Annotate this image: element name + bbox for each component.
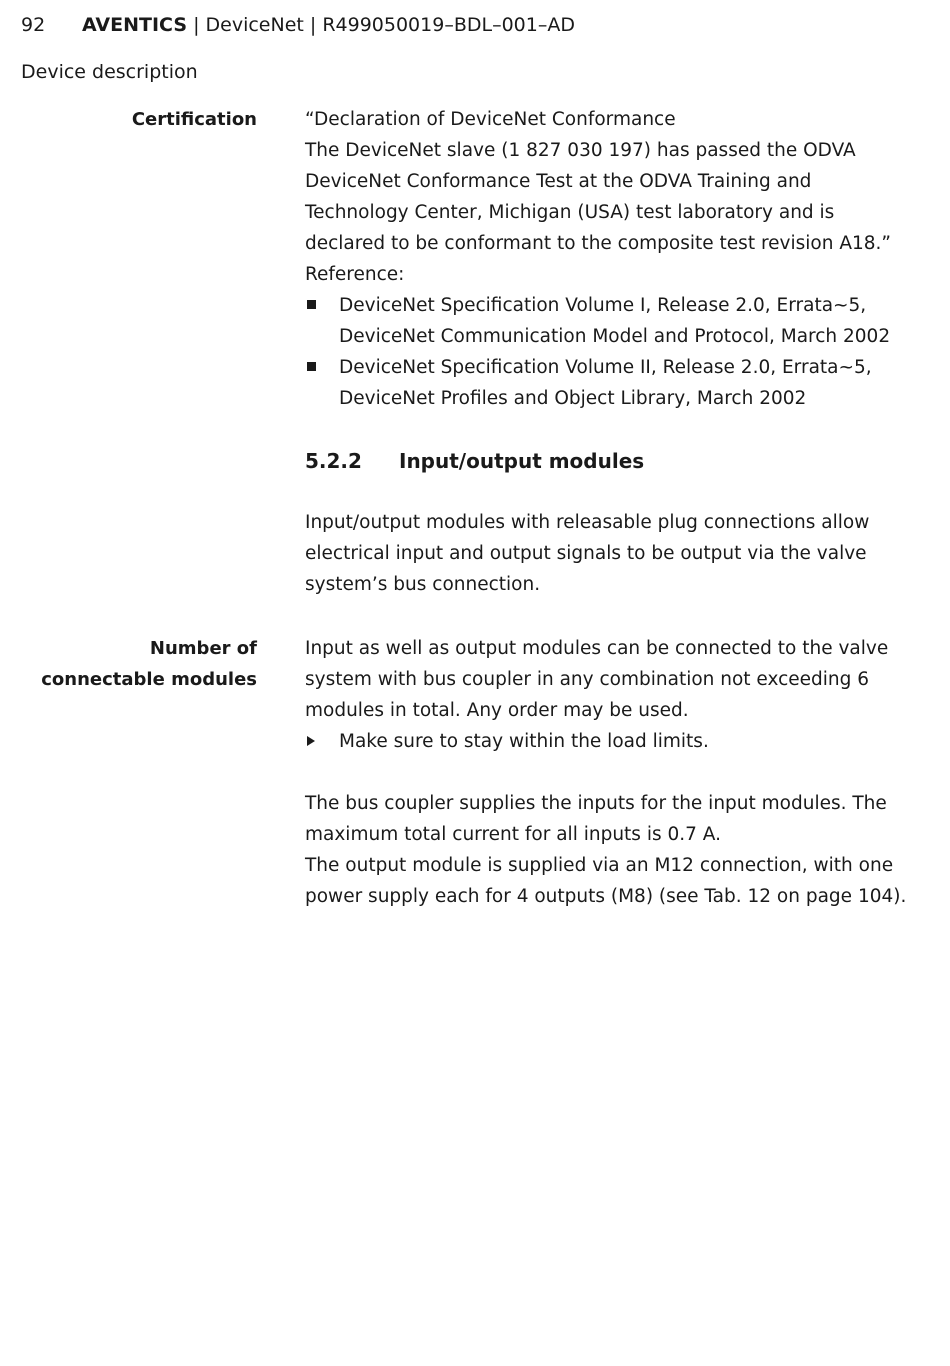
section-label: Device description [21, 61, 198, 83]
section-intro [305, 507, 915, 600]
square-bullet-icon [307, 362, 316, 371]
supply-paragraph: The bus coupler supplies the inputs for the input modules. The maximum total current for all inputs is 0.7 A. [305, 793, 887, 845]
section-heading [305, 446, 644, 476]
document-info: DeviceNet | R499050019–BDL–001–AD [205, 14, 575, 36]
instruction-text: Make sure to stay within the load limits. [339, 731, 709, 752]
brand-name: AVENTICS [82, 14, 188, 36]
page-number: 92 [21, 14, 46, 36]
triangle-bullet-icon [307, 736, 315, 746]
label-line: connectable modules [41, 669, 257, 690]
connectable-modules-label [41, 633, 257, 695]
list-item [305, 352, 915, 414]
label-line: Number of [149, 638, 257, 659]
reference-text: DeviceNet Specification Volume I, Release 2.0, Errata~5, DeviceNet Communication Model and Protocol, March 2002 [339, 295, 891, 347]
page-header [21, 12, 575, 38]
header-separator: | [193, 14, 200, 36]
square-bullet-icon [307, 300, 316, 309]
certification-line: “Declaration of DeviceNet Conformance [305, 109, 676, 130]
connectable-paragraph: Input as well as output modules can be connected to the valve system with bus coupler in any combination not exceeding 6 modules in total. Any order may be used. [305, 638, 889, 721]
reference-list [305, 290, 915, 414]
certification-line: The DeviceNet slave (1 827 030 197) has passed the ODVA DeviceNet Conformance Test at the ODVA Training and Technology Center, Michigan (USA) test laboratory and is declared to be conformant to the composite test revision A18.” [305, 140, 891, 254]
connectable-content [305, 633, 915, 912]
instruction-step [305, 726, 915, 757]
supply-paragraph: The output module is supplied via an M12 connection, with one power supply each for 4 outputs (M8) (see Tab. 12 on page 104). [305, 855, 907, 907]
certification-label: Certification [131, 109, 257, 130]
section-number: 5.2.2 [305, 449, 362, 473]
section-title: Input/output modules [399, 449, 645, 473]
list-item [305, 290, 915, 352]
certification-line: Reference: [305, 264, 405, 285]
reference-text: DeviceNet Specification Volume II, Release 2.0, Errata~5, DeviceNet Profiles and Object Library, March 2002 [339, 357, 872, 409]
intro-paragraph: Input/output modules with releasable plug connections allow electrical input and output signals to be output via the valve system’s bus connection. [305, 512, 870, 595]
certification-content [305, 104, 915, 414]
